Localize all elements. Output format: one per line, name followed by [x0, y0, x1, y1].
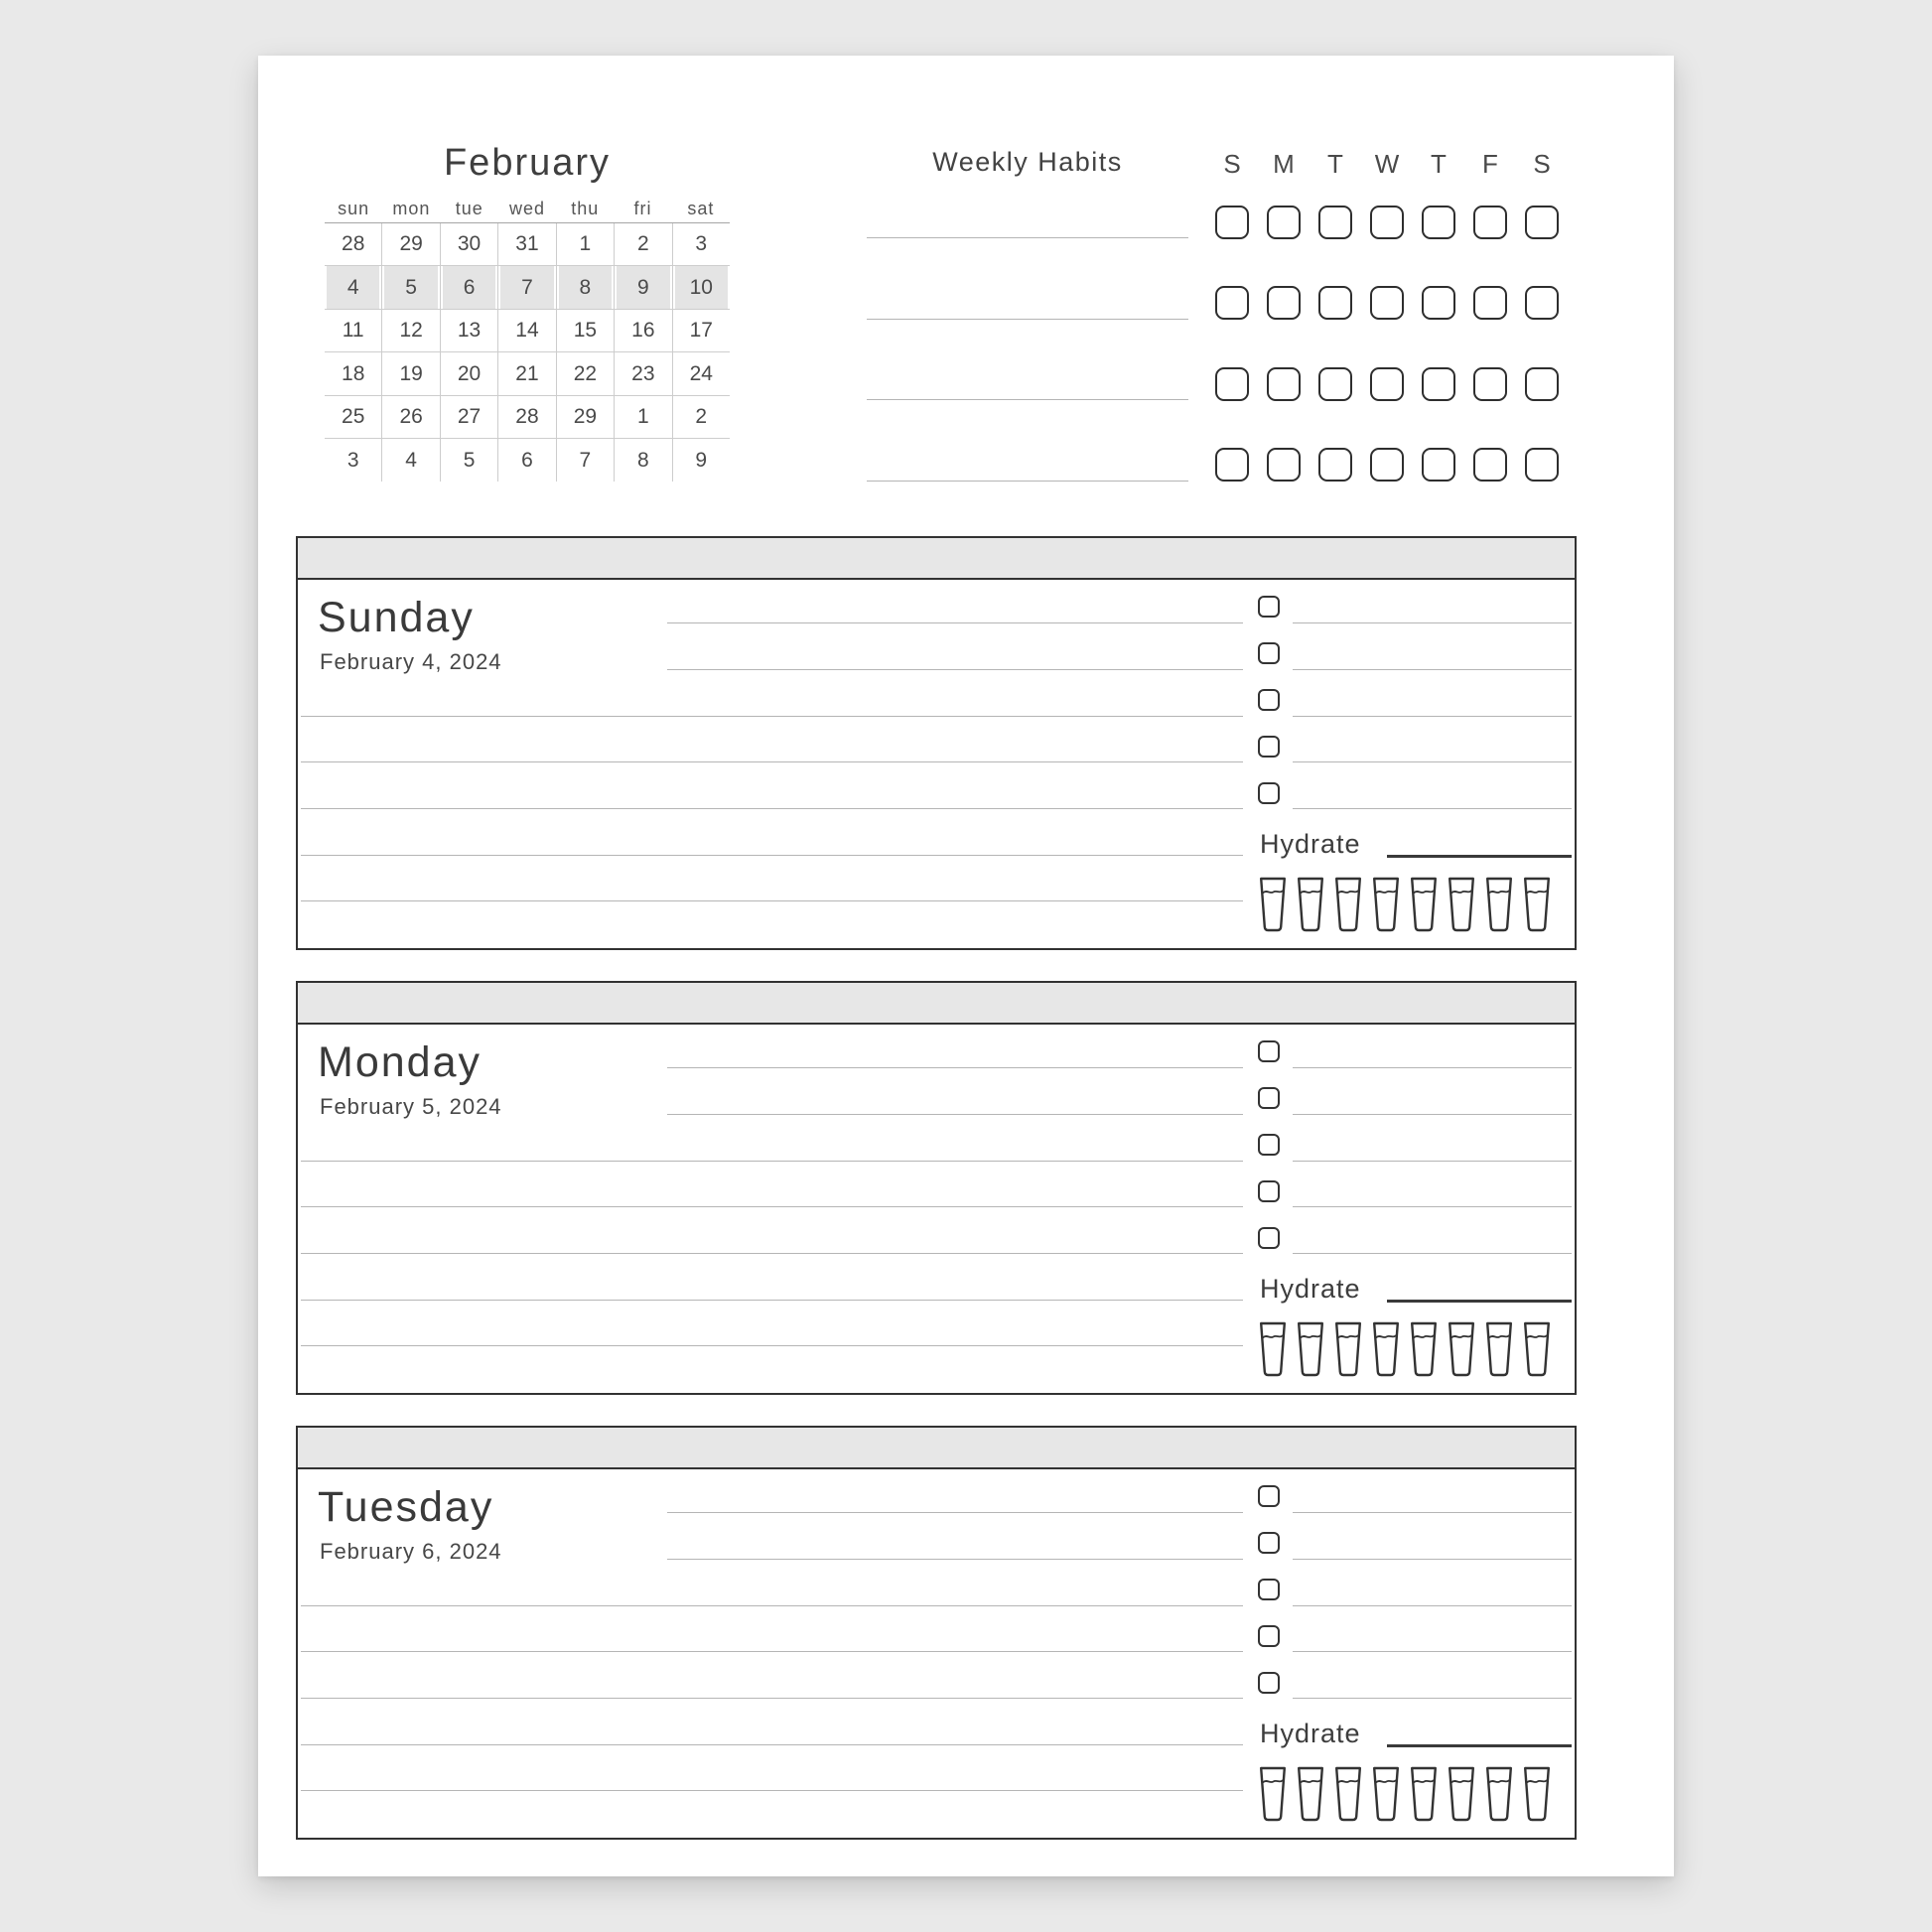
note-line — [667, 1114, 1243, 1115]
calendar-day-cell: 7 — [498, 266, 556, 309]
habit-checkbox[interactable] — [1525, 286, 1559, 320]
habit-name-line — [867, 319, 1188, 320]
water-glass-icon[interactable] — [1447, 876, 1476, 933]
calendar-day-cell: 20 — [441, 352, 498, 395]
note-line — [301, 761, 1243, 762]
task-line — [1293, 1253, 1572, 1254]
hydrate-tracker — [1258, 1765, 1552, 1823]
day-header-bar — [298, 538, 1575, 580]
habit-name-line — [867, 399, 1188, 400]
day-title: Tuesday — [318, 1483, 494, 1531]
habit-checkbox[interactable] — [1370, 206, 1404, 239]
calendar-day-cell: 12 — [382, 310, 440, 352]
calendar-day-cell: 2 — [695, 405, 708, 429]
habit-name-line — [867, 481, 1188, 482]
habit-checkbox[interactable] — [1525, 206, 1559, 239]
habit-name-line — [867, 237, 1188, 238]
task-line — [1293, 716, 1572, 717]
water-glass-icon[interactable] — [1333, 876, 1363, 933]
calendar-week-row-current — [325, 265, 730, 309]
weekday-label: fri — [633, 198, 652, 218]
water-glass-icon[interactable] — [1522, 876, 1552, 933]
water-glass-icon[interactable] — [1296, 876, 1325, 933]
weekday-label: thu — [571, 198, 600, 218]
calendar-day-cell: 25 — [325, 396, 382, 439]
calendar-day-cell: 6 — [441, 266, 498, 309]
water-glass-icon[interactable] — [1409, 876, 1439, 933]
calendar-day-cell: 9 — [695, 448, 708, 472]
task-line — [1293, 1698, 1572, 1699]
calendar-day-cell: 31 — [498, 223, 556, 266]
note-line — [301, 1300, 1243, 1301]
habit-checkbox[interactable] — [1267, 448, 1301, 482]
calendar-day-cell: 8 — [557, 266, 615, 309]
water-glass-icon[interactable] — [1484, 876, 1514, 933]
water-glass-icon[interactable] — [1296, 1320, 1325, 1378]
calendar-day-cell: 14 — [498, 310, 556, 352]
calendar-day-cell: 3 — [695, 232, 708, 256]
task-line — [1293, 1161, 1572, 1162]
habit-checkbox[interactable] — [1422, 206, 1455, 239]
task-checkbox[interactable] — [1258, 1180, 1280, 1202]
task-line — [1293, 1605, 1572, 1606]
calendar-day-cell: 21 — [498, 352, 556, 395]
calendar-day-cell: 28 — [325, 223, 382, 266]
task-checkbox[interactable] — [1258, 736, 1280, 758]
calendar-day-cell: 4 — [325, 266, 382, 309]
habit-checkbox[interactable] — [1215, 367, 1249, 401]
day-date: February 4, 2024 — [320, 649, 502, 674]
task-line — [1293, 1206, 1572, 1207]
water-glass-icon[interactable] — [1484, 1320, 1514, 1378]
calendar-week-row — [325, 438, 730, 482]
calendar-week-row — [325, 309, 730, 352]
calendar-day-cell: 11 — [325, 310, 382, 352]
note-line — [301, 1605, 1243, 1606]
calendar-day-cell: 7 — [557, 439, 615, 482]
calendar-day-cell: 30 — [441, 223, 498, 266]
habit-checkbox[interactable] — [1473, 367, 1507, 401]
habit-checkbox[interactable] — [1318, 448, 1352, 482]
water-glass-icon[interactable] — [1409, 1320, 1439, 1378]
habit-checkbox[interactable] — [1318, 206, 1352, 239]
habit-checkbox[interactable] — [1370, 286, 1404, 320]
task-checkbox[interactable] — [1258, 1485, 1280, 1507]
weekly-habits-title: Weekly Habits — [932, 147, 1123, 177]
habit-day-letter: S — [1533, 149, 1551, 179]
note-line — [667, 1512, 1243, 1513]
hydrate-underline — [1387, 1300, 1572, 1303]
task-checkbox[interactable] — [1258, 1134, 1280, 1156]
task-checkbox[interactable] — [1258, 1532, 1280, 1554]
habit-checkbox[interactable] — [1318, 367, 1352, 401]
habit-checkbox[interactable] — [1370, 448, 1404, 482]
habit-checkbox[interactable] — [1267, 367, 1301, 401]
note-line — [301, 1161, 1243, 1162]
note-line — [667, 622, 1243, 623]
weekday-label: sun — [338, 198, 370, 218]
calendar-day-cell: 3 — [325, 439, 382, 482]
task-line — [1293, 1651, 1572, 1652]
water-glass-icon[interactable] — [1371, 1320, 1401, 1378]
calendar-grid — [325, 222, 730, 482]
calendar-week-row — [325, 223, 730, 266]
water-glass-icon[interactable] — [1371, 1765, 1401, 1823]
task-line — [1293, 1559, 1572, 1560]
task-checkbox[interactable] — [1258, 782, 1280, 804]
calendar-day-cell: 6 — [498, 439, 556, 482]
water-glass-icon[interactable] — [1484, 1765, 1514, 1823]
task-checkbox[interactable] — [1258, 1040, 1280, 1062]
calendar-day-cell: 24 — [689, 361, 713, 385]
task-checkbox[interactable] — [1258, 1579, 1280, 1600]
habit-checkbox[interactable] — [1215, 286, 1249, 320]
task-line — [1293, 669, 1572, 670]
habit-checkbox[interactable] — [1525, 448, 1559, 482]
note-line — [301, 808, 1243, 809]
task-checkbox[interactable] — [1258, 1625, 1280, 1647]
calendar-day-cell: 5 — [441, 439, 498, 482]
water-glass-icon[interactable] — [1258, 1765, 1288, 1823]
habit-day-letter: T — [1431, 149, 1447, 179]
calendar-day-cell: 22 — [557, 352, 615, 395]
habit-checkbox[interactable] — [1525, 367, 1559, 401]
calendar-week-row — [325, 395, 730, 439]
task-checkbox[interactable] — [1258, 1672, 1280, 1694]
water-glass-icon[interactable] — [1296, 1765, 1325, 1823]
habit-day-letter: T — [1327, 149, 1343, 179]
calendar-day-cell: 19 — [382, 352, 440, 395]
day-header-bar — [298, 983, 1575, 1025]
habit-day-letter: W — [1374, 149, 1400, 179]
note-line — [667, 669, 1243, 670]
weekly-habits — [867, 147, 1562, 536]
note-line — [301, 1253, 1243, 1254]
calendar-day-cell: 28 — [498, 396, 556, 439]
calendar-day-cell: 23 — [615, 352, 672, 395]
habit-checkbox[interactable] — [1267, 206, 1301, 239]
note-line — [667, 1559, 1243, 1560]
day-title: Sunday — [318, 594, 475, 641]
note-line — [301, 1206, 1243, 1207]
water-glass-icon[interactable] — [1371, 876, 1401, 933]
task-checkbox[interactable] — [1258, 689, 1280, 711]
water-glass-icon[interactable] — [1447, 1320, 1476, 1378]
note-line — [301, 1744, 1243, 1745]
calendar-week-row — [325, 351, 730, 395]
calendar-day-cell: 27 — [441, 396, 498, 439]
calendar-day-cell: 15 — [557, 310, 615, 352]
note-line — [301, 716, 1243, 717]
calendar-day-cell: 26 — [382, 396, 440, 439]
hydrate-underline — [1387, 1744, 1572, 1747]
weekday-label: wed — [508, 198, 545, 218]
calendar-day-cell: 5 — [382, 266, 440, 309]
note-line — [301, 900, 1243, 901]
weekday-label: mon — [392, 198, 431, 218]
water-glass-icon[interactable] — [1333, 1765, 1363, 1823]
day-date: February 5, 2024 — [320, 1094, 502, 1119]
water-glass-icon[interactable] — [1522, 1765, 1552, 1823]
habit-checkbox[interactable] — [1215, 206, 1249, 239]
habit-checkbox[interactable] — [1473, 286, 1507, 320]
task-checkbox[interactable] — [1258, 1227, 1280, 1249]
day-section-monday — [296, 981, 1577, 1395]
month-title: February — [443, 142, 612, 184]
calendar-day-cell: 1 — [557, 223, 615, 266]
note-line — [667, 1067, 1243, 1068]
day-header-bar — [298, 1428, 1575, 1469]
day-title: Monday — [318, 1038, 482, 1086]
task-line — [1293, 808, 1572, 809]
mini-calendar — [325, 143, 730, 482]
note-line — [301, 1651, 1243, 1652]
note-line — [301, 855, 1243, 856]
habit-checkbox[interactable] — [1215, 448, 1249, 482]
task-checkbox[interactable] — [1258, 1087, 1280, 1109]
note-line — [301, 1698, 1243, 1699]
habit-checkbox[interactable] — [1422, 367, 1455, 401]
water-glass-icon[interactable] — [1522, 1320, 1552, 1378]
calendar-day-cell: 16 — [615, 310, 672, 352]
task-checkbox[interactable] — [1258, 642, 1280, 664]
note-line — [301, 1345, 1243, 1346]
hydrate-underline — [1387, 855, 1572, 858]
calendar-day-cell: 29 — [382, 223, 440, 266]
calendar-day-cell: 1 — [615, 396, 672, 439]
note-line — [301, 1790, 1243, 1791]
habit-checkbox[interactable] — [1422, 286, 1455, 320]
habit-checkbox[interactable] — [1473, 448, 1507, 482]
day-section-sunday — [296, 536, 1577, 950]
habit-day-letter: S — [1223, 149, 1241, 179]
habit-checkbox[interactable] — [1422, 448, 1455, 482]
task-line — [1293, 1067, 1572, 1068]
calendar-day-cell: 4 — [382, 439, 440, 482]
calendar-day-cell: 18 — [325, 352, 382, 395]
calendar-day-cell: 2 — [615, 223, 672, 266]
day-date: February 6, 2024 — [320, 1539, 502, 1564]
calendar-day-cell: 29 — [557, 396, 615, 439]
water-glass-icon[interactable] — [1447, 1765, 1476, 1823]
water-glass-icon[interactable] — [1409, 1765, 1439, 1823]
planner-page — [258, 56, 1674, 1876]
hydrate-label: Hydrate — [1260, 829, 1361, 859]
hydrate-label: Hydrate — [1260, 1719, 1361, 1748]
habit-checkbox[interactable] — [1473, 206, 1507, 239]
habit-day-letter: M — [1273, 149, 1295, 179]
weekday-label: sat — [687, 198, 715, 218]
habit-checkbox[interactable] — [1267, 286, 1301, 320]
weekday-header-row — [325, 198, 730, 219]
water-glass-icon[interactable] — [1258, 876, 1288, 933]
hydrate-label: Hydrate — [1260, 1274, 1361, 1304]
habit-checkbox[interactable] — [1370, 367, 1404, 401]
task-line — [1293, 622, 1572, 623]
water-glass-icon[interactable] — [1258, 1320, 1288, 1378]
day-section-tuesday — [296, 1426, 1577, 1840]
task-line — [1293, 1512, 1572, 1513]
calendar-day-cell: 8 — [615, 439, 672, 482]
calendar-day-cell: 9 — [615, 266, 672, 309]
hydrate-tracker — [1258, 876, 1552, 933]
calendar-day-cell: 17 — [689, 319, 713, 343]
calendar-day-cell: 10 — [673, 266, 730, 309]
habit-checkbox[interactable] — [1318, 286, 1352, 320]
task-checkbox[interactable] — [1258, 596, 1280, 618]
habit-day-letter: F — [1482, 149, 1498, 179]
hydrate-tracker — [1258, 1320, 1552, 1378]
weekday-label: tue — [455, 198, 483, 218]
water-glass-icon[interactable] — [1333, 1320, 1363, 1378]
calendar-day-cell: 13 — [441, 310, 498, 352]
task-line — [1293, 761, 1572, 762]
task-line — [1293, 1114, 1572, 1115]
